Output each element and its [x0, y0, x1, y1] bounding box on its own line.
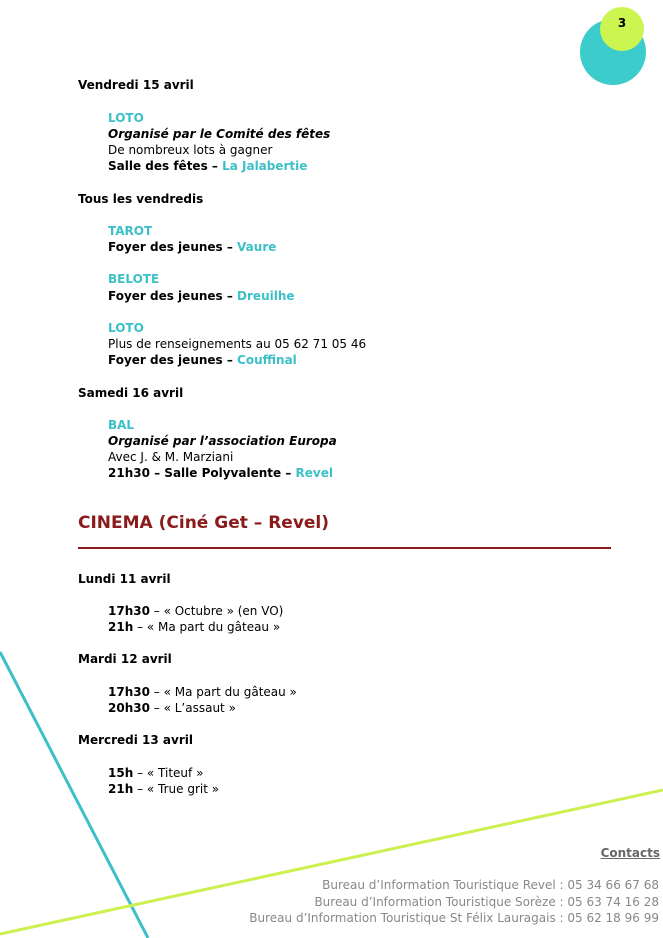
- film-title: – « Octubre » (en VO): [149, 604, 284, 618]
- film-title: – « L’assaut »: [149, 701, 236, 715]
- venue-text: Foyer des jeunes –: [108, 289, 238, 303]
- showing: [108, 603, 283, 619]
- day-heading: Mercredi 13 avril: [78, 733, 193, 747]
- contact-line: Bureau d’Information Touristique Revel : 05 34 66 67 68: [322, 878, 659, 892]
- venue-text: Salle des fêtes –: [108, 159, 223, 173]
- day-heading: Lundi 11 avril: [78, 572, 171, 586]
- cinema-section-title: CINEMA (Ciné Get – Revel): [78, 513, 330, 533]
- showing-time: 15h: [108, 766, 134, 780]
- event-organizer: Organisé par l’association Europa: [108, 434, 337, 448]
- event-title: LOTO: [108, 111, 144, 125]
- day-heading: Samedi 16 avril: [78, 386, 184, 400]
- place-name: La Jalabertie: [222, 159, 308, 173]
- showing: [108, 700, 236, 716]
- page-number: 3: [617, 16, 627, 30]
- showing: [108, 765, 203, 781]
- showing: [108, 684, 297, 700]
- film-title: – « True grit »: [133, 782, 220, 796]
- event-location: [108, 465, 333, 481]
- place-name: Revel: [295, 466, 333, 480]
- event-description: Avec J. & M. Marziani: [108, 450, 234, 464]
- contact-line: Bureau d’Information Touristique St Félix Lauragais : 05 62 18 96 99: [249, 911, 659, 925]
- event-location: [108, 158, 307, 174]
- event-location: [108, 288, 295, 304]
- showing-time: 17h30: [108, 604, 150, 618]
- showing: [108, 781, 219, 797]
- contact-line: Bureau d’Information Touristique Sorèze : 05 63 74 16 28: [314, 895, 659, 909]
- event-location: [108, 239, 276, 255]
- day-heading: Mardi 12 avril: [78, 652, 172, 666]
- event-location: [108, 352, 297, 368]
- showing-time: 21h: [108, 782, 134, 796]
- film-title: – « Ma part du gâteau »: [149, 685, 297, 699]
- film-title: – « Ma part du gâteau »: [133, 620, 281, 634]
- venue-text: 21h30 – Salle Polyvalente –: [108, 466, 296, 480]
- event-title: TAROT: [108, 224, 153, 238]
- place-name: Couffinal: [237, 353, 297, 367]
- showing-time: 17h30: [108, 685, 150, 699]
- day-heading: Vendredi 15 avril: [78, 78, 194, 92]
- event-description: De nombreux lots à gagner: [108, 143, 273, 157]
- event-info: Plus de renseignements au 05 62 71 05 46: [108, 337, 367, 351]
- showing: [108, 619, 280, 635]
- day-heading: Tous les vendredis: [78, 192, 204, 206]
- film-title: – « Titeuf »: [133, 766, 204, 780]
- place-name: Vaure: [237, 240, 277, 254]
- event-title: BELOTE: [108, 272, 160, 286]
- venue-text: Foyer des jeunes –: [108, 353, 238, 367]
- section-divider: [78, 547, 611, 549]
- showing-time: 20h30: [108, 701, 150, 715]
- contacts-heading: Contacts: [600, 846, 660, 860]
- venue-text: Foyer des jeunes –: [108, 240, 238, 254]
- event-title: BAL: [108, 418, 135, 432]
- place-name: Dreuilhe: [237, 289, 295, 303]
- event-title: LOTO: [108, 321, 144, 335]
- event-organizer: Organisé par le Comité des fêtes: [108, 127, 331, 141]
- showing-time: 21h: [108, 620, 134, 634]
